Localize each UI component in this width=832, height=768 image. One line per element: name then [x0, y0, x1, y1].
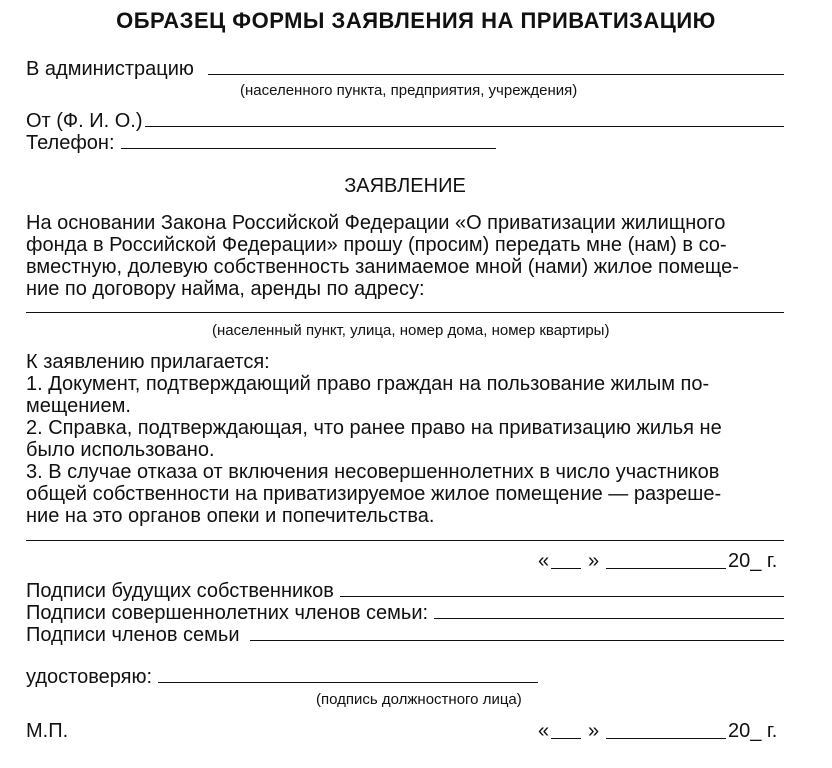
- family-members-field[interactable]: [250, 624, 785, 641]
- signature-line[interactable]: [26, 540, 784, 541]
- date-1-close-quote: »: [588, 550, 600, 572]
- official-caption: (подпись должностного лица): [316, 691, 522, 708]
- date-1-open-quote: «: [538, 550, 550, 572]
- from-field[interactable]: [145, 110, 784, 127]
- date-1-day-field[interactable]: [551, 568, 581, 569]
- future-owners-label: Подписи будущих собственников: [26, 580, 334, 602]
- family-members-row: [26, 624, 784, 646]
- family-members-label: Подписи членов семьи: [26, 624, 240, 646]
- from-label: От (Ф. И. О.): [26, 110, 143, 132]
- date-1-year: 20_ г.: [728, 550, 778, 572]
- attachment-1-line-1: 1. Документ, подтверждающий право граждан на пользование жилым по-: [26, 373, 710, 395]
- date-2-year: 20_ г.: [728, 720, 778, 742]
- attachment-3-line-1: 3. В случае отказа от включения несовершеннолетних в число участников: [26, 461, 720, 483]
- attachment-2-line-2: было использовано.: [26, 439, 215, 461]
- address-field[interactable]: [26, 312, 784, 313]
- adult-members-label: Подписи совершеннолетних членов семьи:: [26, 602, 429, 624]
- body-line-1: На основании Закона Российской Федерации «О приватизации жилищного: [26, 212, 726, 234]
- attachment-3-line-2: общей собственности на приватизируемое жилое помещение — разреше-: [26, 483, 722, 505]
- date-2-day-field[interactable]: [551, 738, 581, 739]
- attachments-heading: К заявлению прилагается:: [26, 351, 270, 373]
- body-line-3: вместную, долевую собственность занимаемое мной (нами) жилое помеще-: [26, 256, 739, 278]
- stamp-label: М.П.: [26, 720, 69, 742]
- adult-members-field[interactable]: [434, 602, 784, 619]
- phone-label: Телефон:: [26, 132, 115, 154]
- attachment-1-line-2: мещением.: [26, 395, 131, 417]
- form-title: ОБРАЗЕЦ ФОРМЫ ЗАЯВЛЕНИЯ НА ПРИВАТИЗАЦИЮ: [116, 8, 716, 33]
- date-2-month-field[interactable]: [606, 738, 726, 739]
- body-line-4: ние по договору найма, аренды по адресу:: [26, 278, 425, 300]
- certify-label: удостоверяю:: [26, 666, 152, 688]
- phone-row: [26, 132, 496, 154]
- certify-field[interactable]: [158, 666, 538, 683]
- statement-heading: ЗАЯВЛЕНИЕ: [344, 175, 466, 197]
- future-owners-row: [26, 580, 784, 602]
- date-2-open-quote: «: [538, 720, 550, 742]
- certify-row: [26, 666, 538, 688]
- to-admin-caption: (населенного пункта, предприятия, учреждения): [240, 82, 578, 99]
- attachment-2-line-1: 2. Справка, подтверждающая, что ранее право на приватизацию жилья не: [26, 417, 722, 439]
- to-admin-row: [26, 58, 784, 80]
- date-1-month-field[interactable]: [606, 568, 726, 569]
- to-admin-label: В администрацию: [26, 58, 194, 80]
- future-owners-field[interactable]: [340, 580, 784, 597]
- date-2-close-quote: »: [588, 720, 600, 742]
- phone-field[interactable]: [121, 132, 496, 149]
- adult-members-row: [26, 602, 784, 624]
- from-row: [26, 110, 784, 132]
- body-line-2: фонда в Российской Федерации» прошу (просим) передать мне (нам) в со-: [26, 234, 727, 256]
- attachment-3-line-3: ние на это органов опеки и попечительства.: [26, 505, 435, 527]
- address-caption: (населенный пункт, улица, номер дома, номер квартиры): [212, 322, 610, 339]
- to-admin-field[interactable]: [208, 58, 784, 75]
